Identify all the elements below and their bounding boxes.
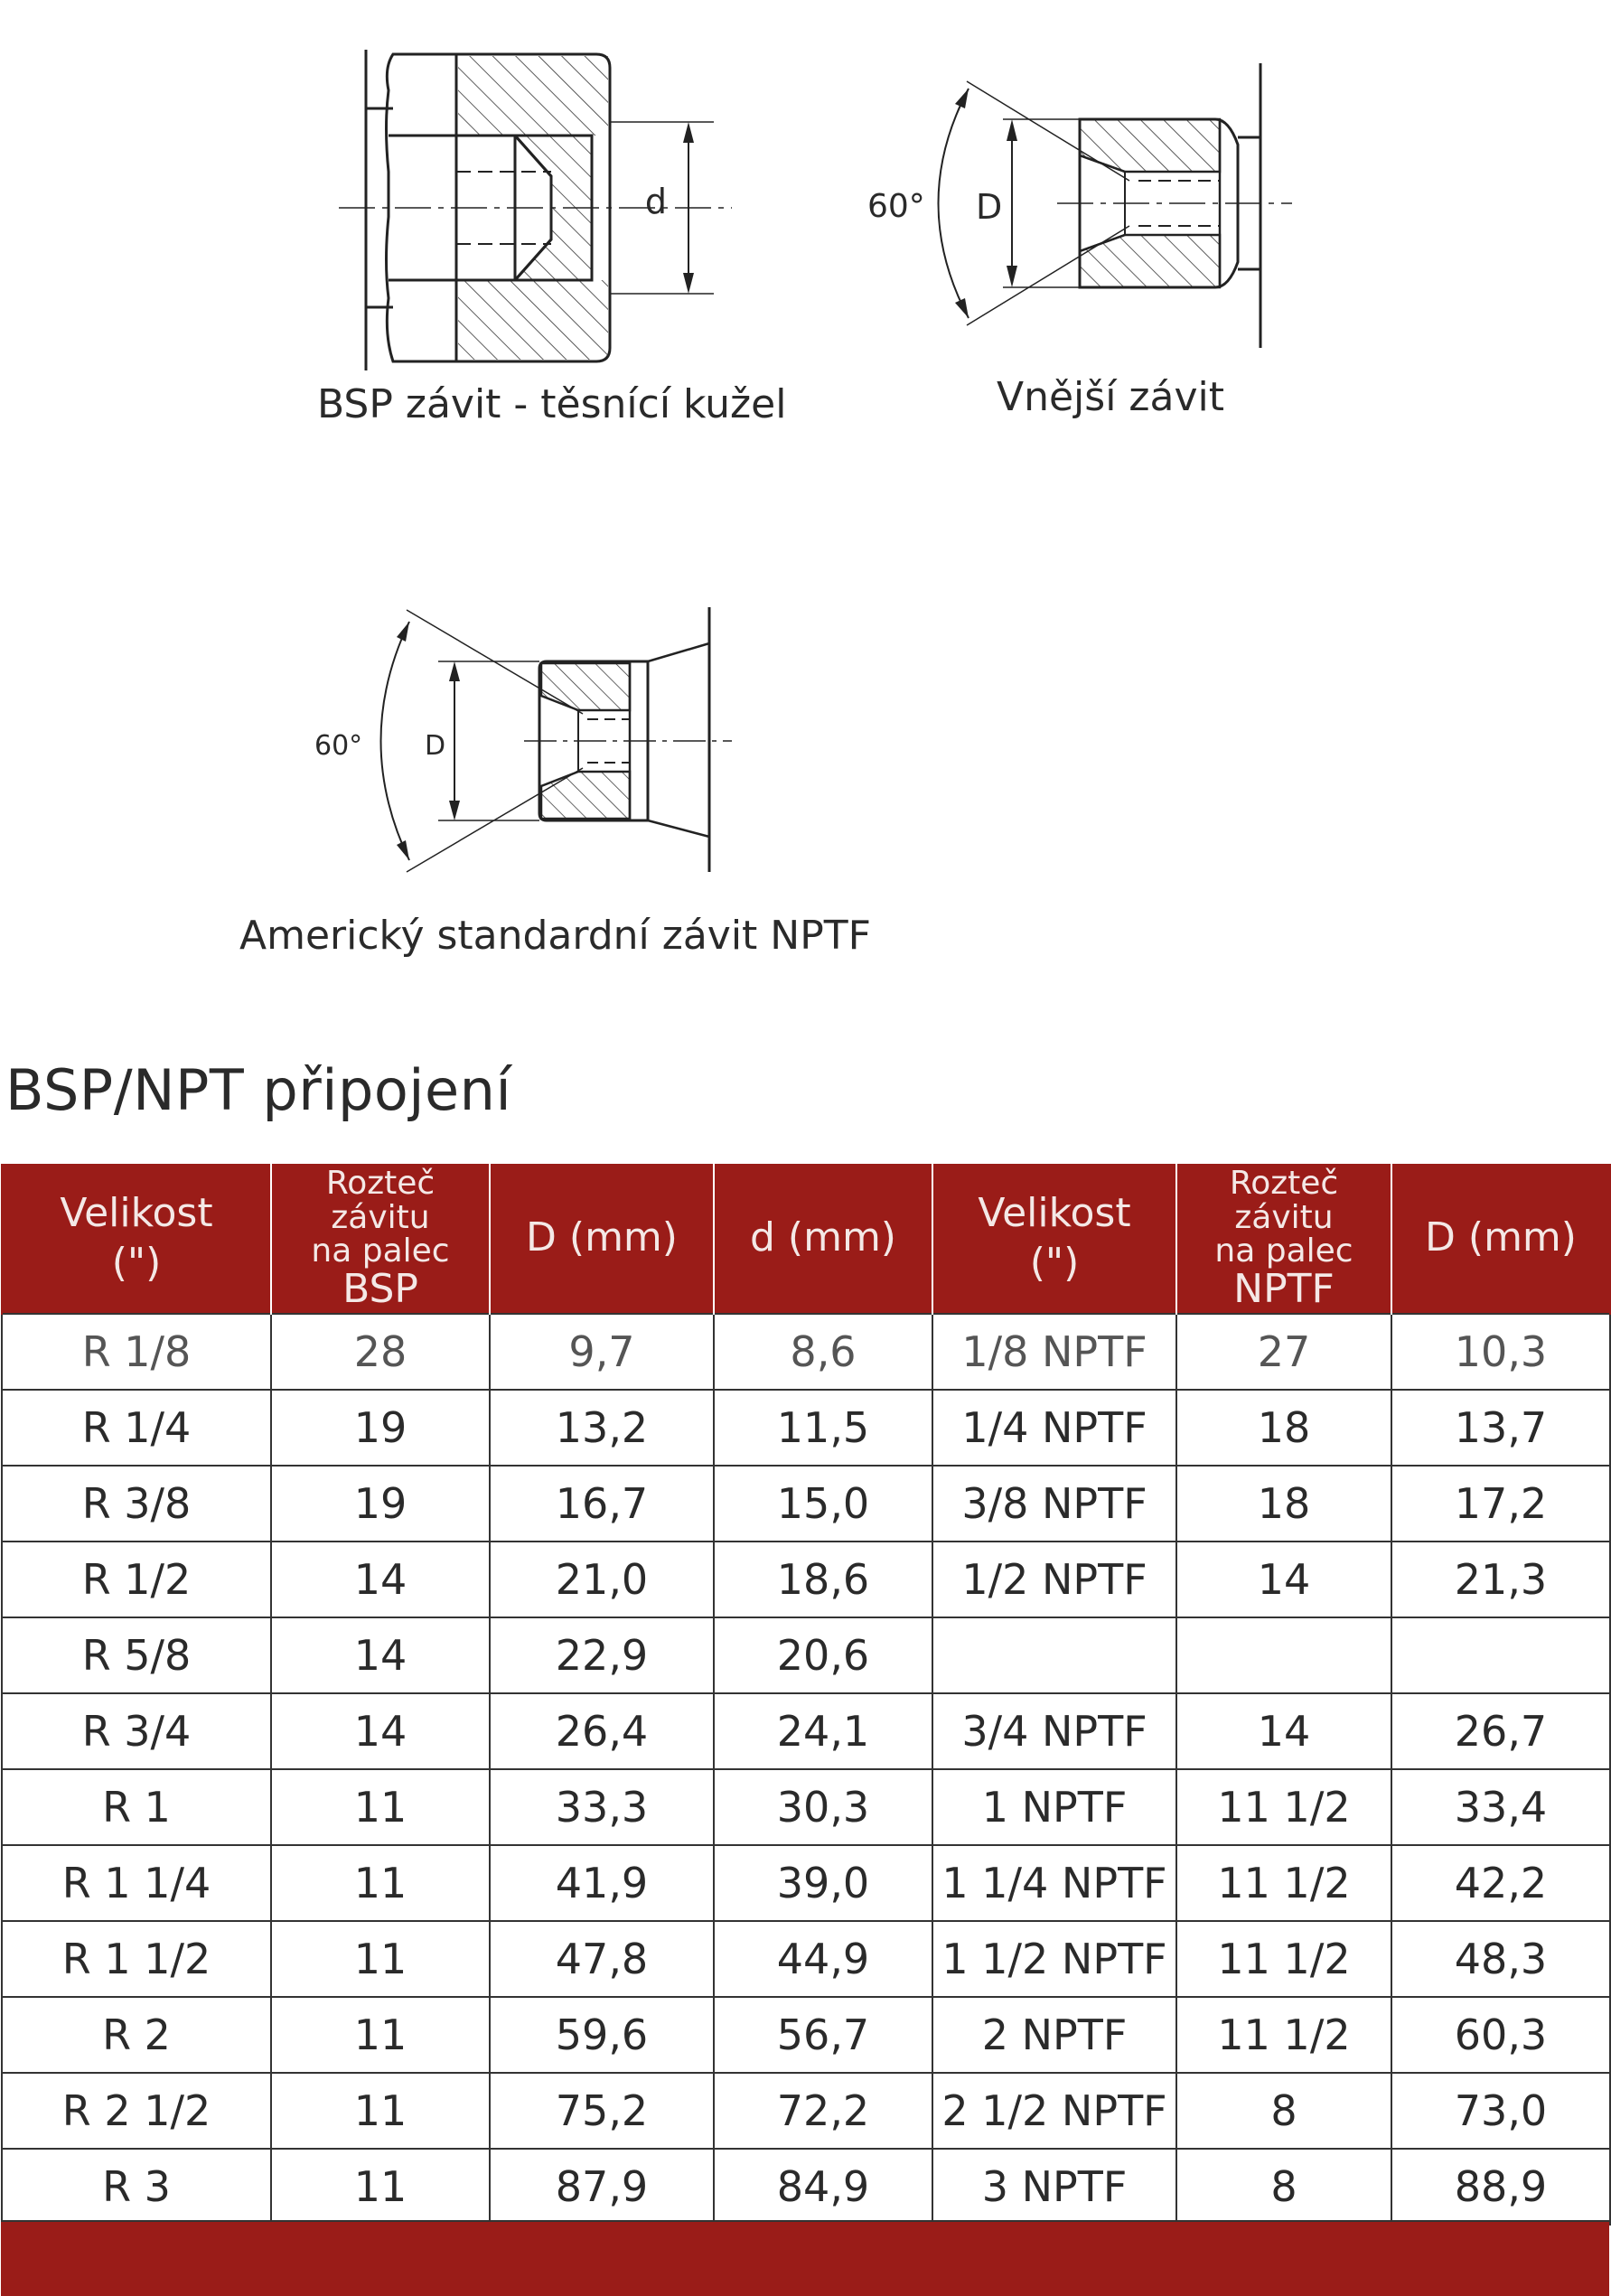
cell-D-nptf: 17,2 — [1391, 1466, 1610, 1542]
cell-size-bsp: R 1 1/2 — [2, 1921, 271, 1997]
cell-pitch-nptf: 14 — [1176, 1542, 1391, 1617]
cell-pitch-nptf — [1176, 1617, 1391, 1693]
cell-size-nptf: 1 NPTF — [932, 1769, 1176, 1845]
cell-d-bsp: 8,6 — [714, 1314, 932, 1390]
cell-D-bsp: 16,7 — [490, 1466, 714, 1542]
cell-size-nptf: 2 NPTF — [932, 1997, 1176, 2073]
cell-pitch-bsp: 11 — [271, 2149, 490, 2225]
cell-pitch-nptf: 27 — [1176, 1314, 1391, 1390]
cell-D-bsp: 59,6 — [490, 1997, 714, 2073]
table-row — [2, 2149, 1610, 2225]
table-row — [2, 2073, 1610, 2149]
cell-pitch-bsp: 11 — [271, 1921, 490, 1997]
cell-size-nptf: 1 1/4 NPTF — [932, 1845, 1176, 1921]
cell-d-bsp: 56,7 — [714, 1997, 932, 2073]
cell-size-bsp: R 5/8 — [2, 1617, 271, 1693]
cell-size-bsp: R 1/4 — [2, 1390, 271, 1466]
cell-d-bsp: 72,2 — [714, 2073, 932, 2149]
cell-size-nptf: 3/8 NPTF — [932, 1466, 1176, 1542]
cell-pitch-nptf: 18 — [1176, 1466, 1391, 1542]
cell-pitch-bsp: 11 — [271, 1845, 490, 1921]
table-row — [2, 1314, 1610, 1390]
cell-pitch-nptf: 8 — [1176, 2149, 1391, 2225]
table-footer-bar — [1, 2220, 1609, 2296]
cell-D-bsp: 75,2 — [490, 2073, 714, 2149]
cell-size-bsp: R 3 — [2, 2149, 271, 2225]
cell-pitch-nptf: 11 1/2 — [1176, 1997, 1391, 2073]
cell-D-nptf: 21,3 — [1391, 1542, 1610, 1617]
cell-pitch-bsp: 14 — [271, 1617, 490, 1693]
bsp-thread-diagram — [334, 36, 750, 380]
cell-d-bsp: 11,5 — [714, 1390, 932, 1466]
header-D-bsp: D (mm) — [490, 1164, 714, 1314]
section-title: BSP/NPT připojení — [5, 1057, 512, 1123]
cell-size-bsp: R 1/8 — [2, 1314, 271, 1390]
cell-D-nptf: 73,0 — [1391, 2073, 1610, 2149]
cell-size-bsp: R 3/4 — [2, 1693, 271, 1769]
nptf-caption: Americký standardní závit NPTF — [239, 913, 871, 959]
table-row — [2, 1921, 1610, 1997]
table-row — [2, 1390, 1610, 1466]
cell-D-nptf: 88,9 — [1391, 2149, 1610, 2225]
cell-pitch-nptf: 18 — [1176, 1390, 1391, 1466]
header-pitch-bsp: Rozteč závitu na palec BSP — [271, 1164, 490, 1314]
cell-size-bsp: R 1/2 — [2, 1542, 271, 1617]
cell-pitch-bsp: 14 — [271, 1693, 490, 1769]
cell-d-bsp: 15,0 — [714, 1466, 932, 1542]
cell-D-nptf: 26,7 — [1391, 1693, 1610, 1769]
table-row — [2, 1466, 1610, 1542]
cell-D-bsp: 22,9 — [490, 1617, 714, 1693]
header-size-nptf: Velikost (") — [932, 1164, 1176, 1314]
cell-size-bsp: R 1 1/4 — [2, 1845, 271, 1921]
cell-size-nptf: 1 1/2 NPTF — [932, 1921, 1176, 1997]
cell-pitch-bsp: 19 — [271, 1390, 490, 1466]
cell-size-nptf: 3 NPTF — [932, 2149, 1176, 2225]
header-d-bsp: d (mm) — [714, 1164, 932, 1314]
cell-pitch-nptf: 11 1/2 — [1176, 1769, 1391, 1845]
outer-angle-label: 60° — [867, 188, 925, 225]
cell-D-nptf: 10,3 — [1391, 1314, 1610, 1390]
cell-D-nptf: 42,2 — [1391, 1845, 1610, 1921]
table-row — [2, 1769, 1610, 1845]
cell-D-bsp: 26,4 — [490, 1693, 714, 1769]
cell-size-bsp: R 2 1/2 — [2, 2073, 271, 2149]
cell-D-nptf: 13,7 — [1391, 1390, 1610, 1466]
cell-size-nptf: 1/2 NPTF — [932, 1542, 1176, 1617]
cell-pitch-bsp: 19 — [271, 1466, 490, 1542]
cell-size-bsp: R 3/8 — [2, 1466, 271, 1542]
cell-d-bsp: 18,6 — [714, 1542, 932, 1617]
cell-D-bsp: 13,2 — [490, 1390, 714, 1466]
cell-pitch-bsp: 11 — [271, 1769, 490, 1845]
nptf-angle-label: 60° — [314, 730, 363, 762]
bsp-npt-table — [1, 1164, 1611, 2226]
table-row — [2, 1542, 1610, 1617]
cell-D-bsp: 9,7 — [490, 1314, 714, 1390]
table-row — [2, 1997, 1610, 2073]
external-thread-diagram — [867, 54, 1319, 361]
cell-D-nptf: 33,4 — [1391, 1769, 1610, 1845]
cell-size-bsp: R 2 — [2, 1997, 271, 2073]
table-header-row — [2, 1164, 1610, 1314]
cell-D-bsp: 41,9 — [490, 1845, 714, 1921]
bsp-dim-label: d — [644, 182, 667, 221]
bsp-caption: BSP závit - těsnící kužel — [317, 381, 787, 427]
header-pitch-nptf: Rozteč závitu na palec NPTF — [1176, 1164, 1391, 1314]
cell-size-bsp: R 1 — [2, 1769, 271, 1845]
outer-caption: Vnější závit — [997, 374, 1224, 420]
table-row — [2, 1617, 1610, 1693]
cell-pitch-nptf: 14 — [1176, 1693, 1391, 1769]
cell-D-bsp: 33,3 — [490, 1769, 714, 1845]
header-D-nptf: D (mm) — [1391, 1164, 1610, 1314]
cell-d-bsp: 39,0 — [714, 1845, 932, 1921]
cell-size-nptf: 2 1/2 NPTF — [932, 2073, 1176, 2149]
cell-size-nptf — [932, 1617, 1176, 1693]
cell-pitch-bsp: 14 — [271, 1542, 490, 1617]
header-size-bsp: Velikost (") — [2, 1164, 271, 1314]
cell-pitch-bsp: 11 — [271, 2073, 490, 2149]
cell-d-bsp: 84,9 — [714, 2149, 932, 2225]
table-row — [2, 1845, 1610, 1921]
cell-pitch-bsp: 28 — [271, 1314, 490, 1390]
cell-pitch-nptf: 8 — [1176, 2073, 1391, 2149]
cell-size-nptf: 1/8 NPTF — [932, 1314, 1176, 1390]
cell-D-nptf — [1391, 1617, 1610, 1693]
cell-size-nptf: 1/4 NPTF — [932, 1390, 1176, 1466]
cell-D-bsp: 47,8 — [490, 1921, 714, 1997]
table-row — [2, 1693, 1610, 1769]
cell-D-nptf: 60,3 — [1391, 1997, 1610, 2073]
nptf-dim-label: D — [425, 730, 446, 762]
cell-D-bsp: 21,0 — [490, 1542, 714, 1617]
cell-pitch-bsp: 11 — [271, 1997, 490, 2073]
cell-d-bsp: 44,9 — [714, 1921, 932, 1997]
cell-D-nptf: 48,3 — [1391, 1921, 1610, 1997]
cell-pitch-nptf: 11 1/2 — [1176, 1845, 1391, 1921]
nptf-thread-diagram — [312, 605, 745, 886]
cell-d-bsp: 24,1 — [714, 1693, 932, 1769]
outer-dim-label: D — [976, 187, 1003, 227]
cell-d-bsp: 20,6 — [714, 1617, 932, 1693]
cell-size-nptf: 3/4 NPTF — [932, 1693, 1176, 1769]
cell-pitch-nptf: 11 1/2 — [1176, 1921, 1391, 1997]
cell-d-bsp: 30,3 — [714, 1769, 932, 1845]
cell-D-bsp: 87,9 — [490, 2149, 714, 2225]
